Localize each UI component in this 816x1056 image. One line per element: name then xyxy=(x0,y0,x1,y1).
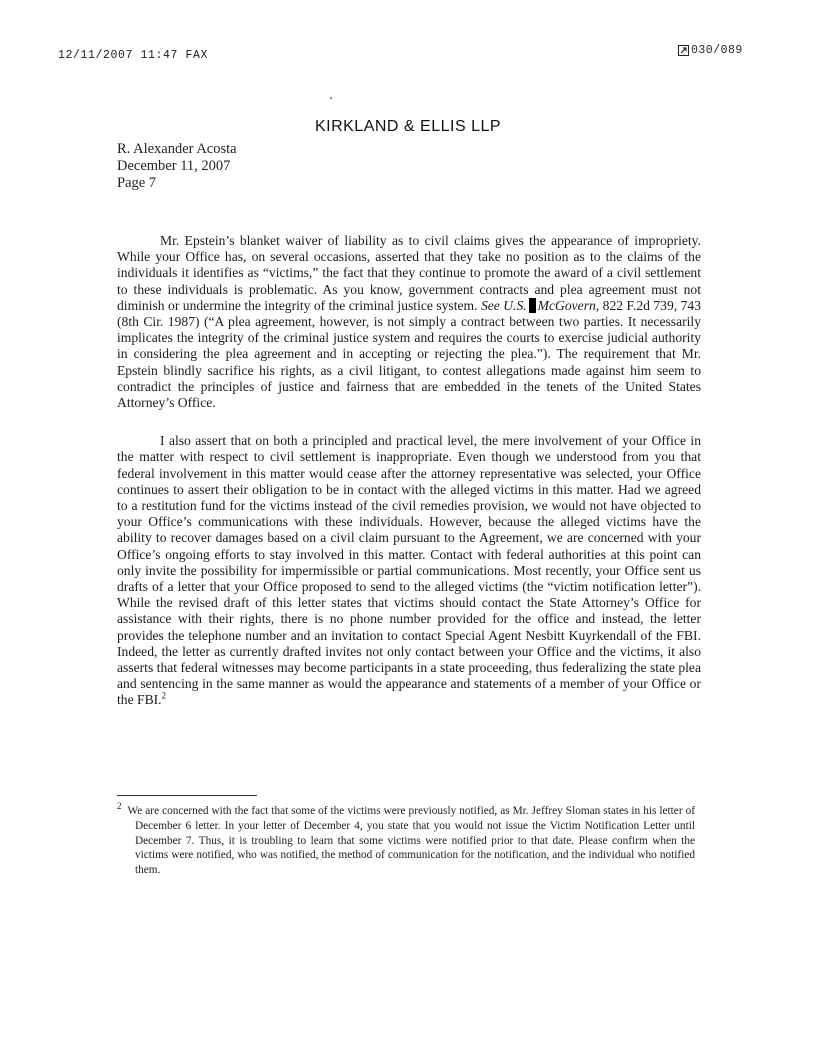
paragraph-1: Mr. Epstein’s blanket waiver of liability as to civil claims gives the appearance of impropriety. While your Office has, on several occasions, asserted that they take no position as to the claims of the individuals it identifies as “victims,” the fact that they continue to promote the award of a civil settlement to these individuals is problematic. As you know, government contracts and plea agreement must not diminish or undermine the integrity of the criminal justice system. See U.S. McGovern, 822 F.2d 739, 743 (8th Cir. 1987) (“A plea agreement, however, is not simply a contract between two parties. It necessarily implicates the integrity of the criminal justice system and requires the courts to exercise judicial authority in considering the plea agreement and in accepting or rejecting the plea.”). The requirement that Mr. Epstein blindly sacrifice his rights, as a civil litigant, to contest allegations made against him seem to contradict the principles of justice and fairness that are embedded in the tenets of the United States Attorney’s Office. xyxy=(117,233,701,411)
footnote-reference[interactable]: 2 xyxy=(161,690,167,701)
letter-date: December 11, 2007 xyxy=(117,158,231,174)
paragraph-2: I also assert that on both a principled and practical level, the mere involvement of your Office in the matter with respect to civil settlement is inappropriate. Even though we understood from you that federal involvement in this matter would cease after the attorney representative was selected, your Office continues to assert their obligation to be in contact with the alleged victims in this matter. Had we agreed to a restitution fund for the victims instead of the civil remedies provision, we would not have objected to your Office’s communications with these individuals. However, because the alleged victims have the ability to recover damages based on a civil claim pursuant to the Agreement, we are concerned with your Office’s ongoing efforts to stay involved in this matter. Contact with federal authorities at this point can only invite the possibility for impermissible or partial communications. Most recently, your Office sent us drafts of a letter that your Office proposed to send to the alleged victims (the “victim notification letter”). While the revised draft of this letter states that victims should contact the State Attorney’s Office for assistance with their rights, there is no phone number provided for the office and instead, the letter provides the telephone number and an invitation to contact Special Agent Nesbitt Kuyrkendall of the FBI. Indeed, the letter as currently drafted invites not only contact between your Office and the victims, it also asserts that federal witnesses may become participants in a state proceeding, thus federalizing the state plea and sentencing in the same manner as would the appearance and statements of a member of your Office or the FBI.$^2$ xyxy=(117,433,701,708)
fax-page-number: 030/089 xyxy=(691,44,743,57)
fax-timestamp: 12/11/2007 11:47 FAX xyxy=(58,49,209,62)
page-header xyxy=(117,141,237,192)
firm-letterhead: KIRKLAND & ELLIS LLP xyxy=(314,118,502,135)
redaction-block xyxy=(529,298,536,313)
footnote xyxy=(117,801,695,878)
footnote-marker: 2 xyxy=(117,801,122,812)
footnote-divider xyxy=(117,795,257,796)
page-label: Page 7 xyxy=(117,175,157,191)
case-citation-start: See U.S. xyxy=(480,297,527,313)
recipient-name: R. Alexander Acosta xyxy=(117,141,237,157)
case-citation-end: McGovern xyxy=(537,297,596,313)
scan-speck xyxy=(330,97,332,99)
letter-body xyxy=(117,233,701,731)
footnote-text: We are concerned with the fact that some of the victims were previously notified, as Mr. Jeffrey Sloman states in his letter of December 6 letter. In your letter of December 4, you state that you would not issue the Victim Notification Letter until December 7. Thus, it is troubling to learn that some victims were notified prior to that date. Please confirm when the victims were notified, who was notified, the method of communication for the notification, and the individual who notified them. xyxy=(127,805,695,877)
fax-page-counter xyxy=(678,44,743,57)
fax-page-icon xyxy=(678,45,689,56)
